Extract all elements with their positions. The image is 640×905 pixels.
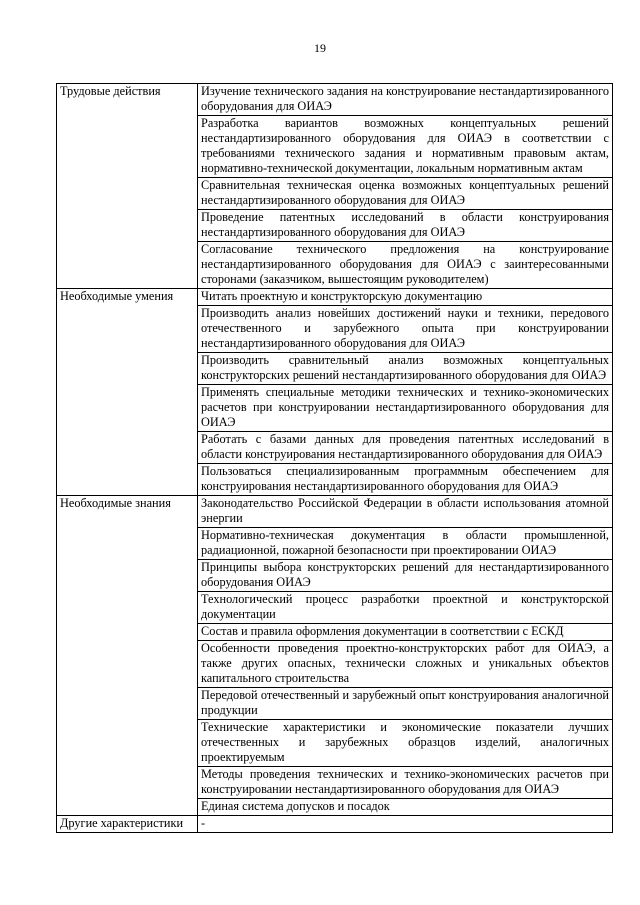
labor-action-item: Разработка вариантов возможных концептуальных решений нестандартизированного оборудования для ОИАЭ в соответствии с требованиями технического задания и нормативным правовым актам, нормативно-технической документации, локальным нормативным актам [198,116,613,178]
knowledge-item: Законодательство Российской Федерации в области использования атомной энергии [198,496,613,528]
labor-action-item: Проведение патентных исследований в области конструирования нестандартизированного оборудования для ОИАЭ [198,210,613,242]
skill-item: Читать проектную и конструкторскую документацию [198,289,613,306]
table-row [57,496,613,528]
labor-action-item: Согласование технического предложения на конструирование нестандартизированного оборудования для ОИАЭ с заинтересованными сторонами (заказчиком, вышестоящим руководителем) [198,242,613,289]
knowledge-item: Нормативно-техническая документация в области промышленной, радиационной, пожарной безопасности при проектировании ОИАЭ [198,528,613,560]
knowledge-item: Особенности проведения проектно-конструкторских работ для ОИАЭ, а также других опасных, технически сложных и уникальных объектов капитального строительства [198,641,613,688]
table-row [57,816,613,833]
knowledge-item: Передовой отечественный и зарубежный опыт конструирования аналогичной продукции [198,688,613,720]
knowledge-item: Методы проведения технических и технико-экономических расчетов при конструировании нестандартизированного оборудования для ОИАЭ [198,767,613,799]
skill-item: Производить сравнительный анализ возможных концептуальных конструкторских решений нестандартизированного оборудования для ОИАЭ [198,353,613,385]
knowledge-item: Состав и правила оформления документации в соответствии с ЕСКД [198,624,613,641]
section-label-other-characteristics: Другие характеристики [57,816,198,833]
skill-item: Пользоваться специализированным программным обеспечением для конструирования нестандартизированного оборудования для ОИАЭ [198,464,613,496]
knowledge-item: Технологический процесс разработки проектной и конструкторской документации [198,592,613,624]
knowledge-item: Единая система допусков и посадок [198,799,613,816]
requirements-table [56,83,613,833]
skill-item: Применять специальные методики технических и технико-экономических расчетов при конструировании нестандартизированного оборудования для ОИАЭ [198,385,613,432]
section-label-labor-actions: Трудовые действия [57,84,198,289]
table-row [57,289,613,306]
page-number: 19 [314,41,326,55]
section-label-required-knowledge: Необходимые знания [57,496,198,816]
labor-action-item: Сравнительная техническая оценка возможных концептуальных решений нестандартизированного оборудования для ОИАЭ [198,178,613,210]
labor-action-item: Изучение технического задания на конструирование нестандартизированного оборудования для ОИАЭ [198,84,613,116]
section-label-required-skills: Необходимые умения [57,289,198,496]
table-row [57,84,613,116]
skill-item: Работать с базами данных для проведения патентных исследований в области конструирования нестандартизированного оборудования для ОИАЭ [198,432,613,464]
other-characteristic-item: - [198,816,613,833]
knowledge-item: Принципы выбора конструкторских решений для нестандартизированного оборудования ОИАЭ [198,560,613,592]
knowledge-item: Технические характеристики и экономические показатели лучших отечественных и зарубежных образцов изделий, аналогичных проектируемым [198,720,613,767]
skill-item: Производить анализ новейших достижений науки и техники, передового отечественного и зарубежного опыта при конструировании нестандартизированного оборудования для ОИАЭ [198,306,613,353]
